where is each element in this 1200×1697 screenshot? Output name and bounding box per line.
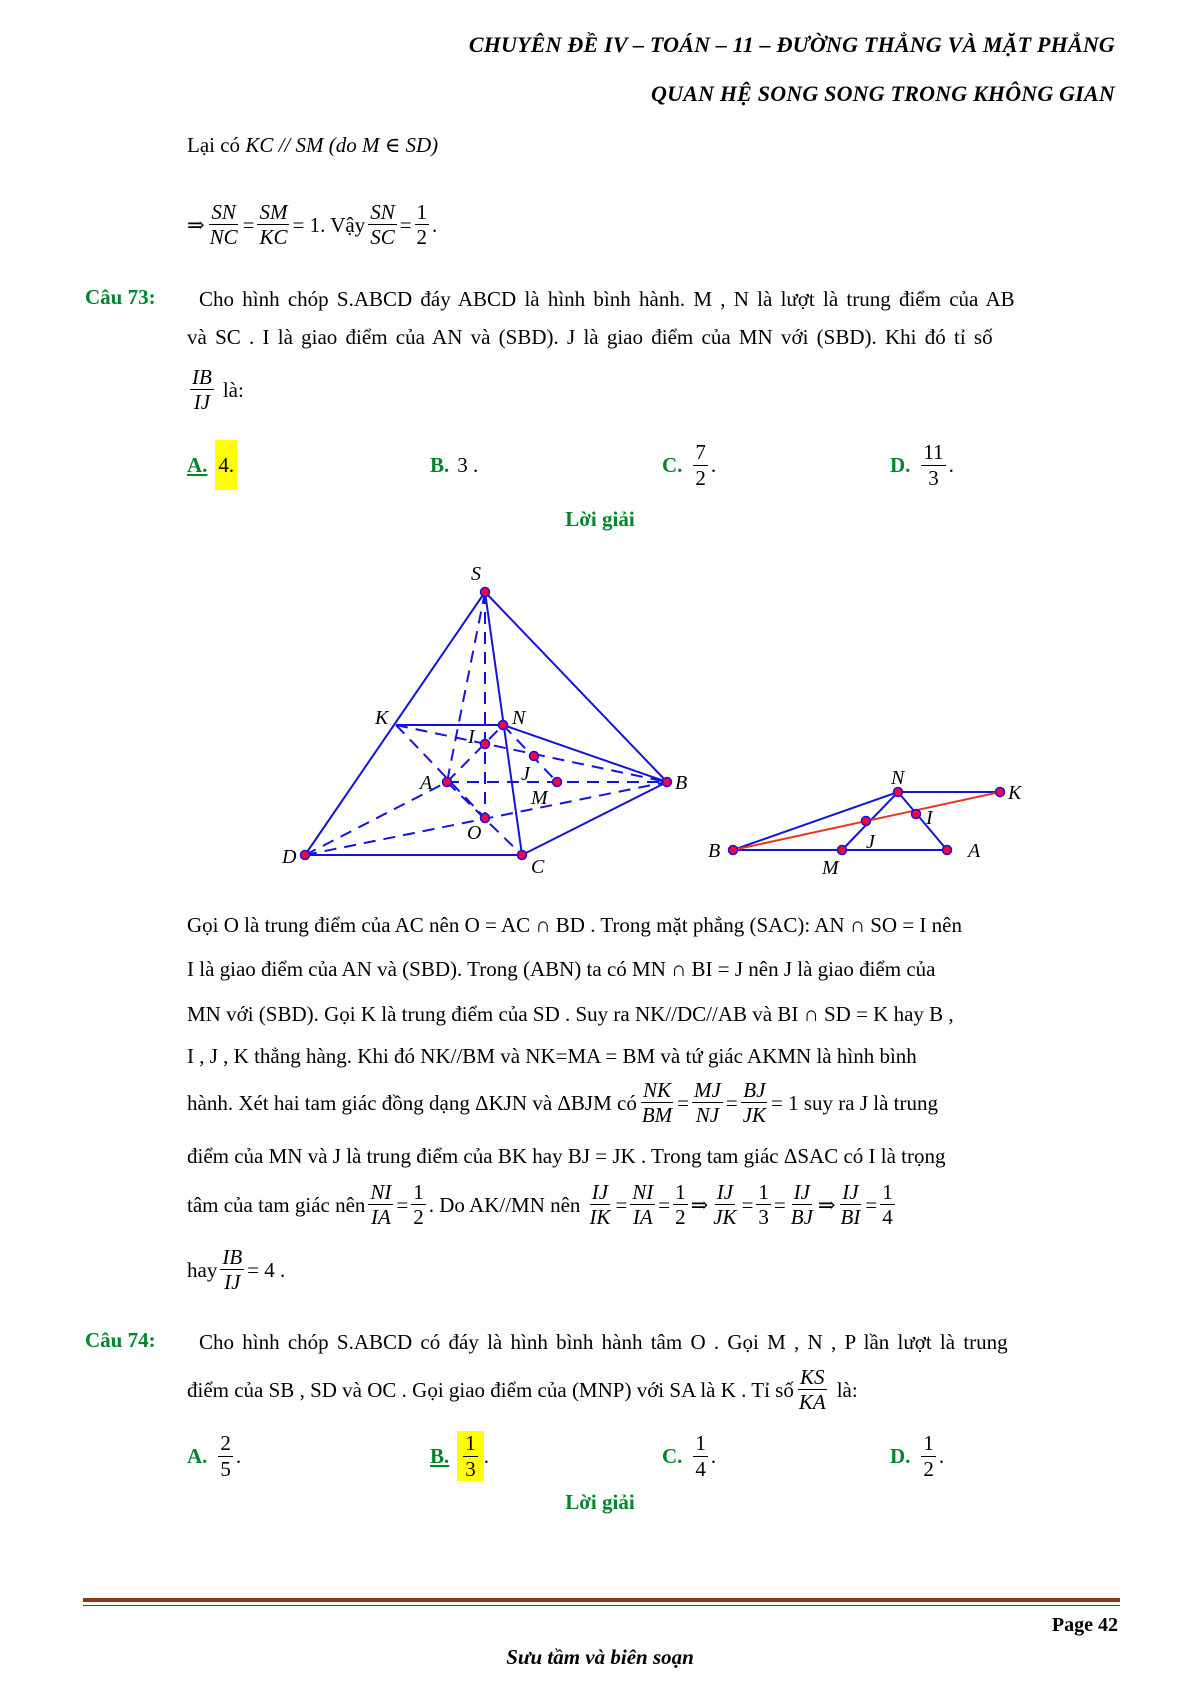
label-I: I	[468, 726, 475, 748]
fraction: $\frac{1}{2}$	[675, 1180, 686, 1230]
option-a-label: A.	[187, 1443, 208, 1468]
option-a-74[interactable]: A. $\frac{2}{5}$ .	[187, 1431, 242, 1481]
option-d[interactable]: D. $\frac{11}{3}$ .	[890, 440, 954, 490]
solution-73-line2: I là giao điểm của AN và (SBD). Trong (ABN) ta có MN ∩ BI = J nên J là giao điểm của	[187, 957, 936, 981]
fraction: $\frac{1}{2}$	[413, 1180, 424, 1230]
label-J: J	[521, 763, 530, 785]
question-73-label: Câu 73:	[85, 285, 156, 309]
segment-NA	[898, 792, 947, 850]
prev-line1-math: KC // SM (do M ∈ SD)	[245, 133, 439, 157]
fraction: $\frac{NI}{IA}$	[370, 1180, 392, 1230]
fraction: $\frac{MJ}{NJ}$	[694, 1078, 721, 1128]
label-K: K	[1008, 782, 1022, 804]
prev-line1	[187, 130, 438, 160]
point-A	[943, 846, 952, 855]
plane-abn-figure	[0, 760, 1200, 880]
label-D: D	[282, 846, 297, 868]
option-a[interactable]	[187, 440, 237, 490]
option-c-label: C.	[662, 1443, 683, 1468]
label-B: B	[708, 840, 721, 862]
option-c-74[interactable]: C. $\frac{1}{4}$ .	[662, 1431, 717, 1481]
fraction: $\frac{IB}{IJ}$	[222, 1245, 243, 1295]
label-M: M	[822, 857, 839, 879]
label-N: N	[512, 707, 526, 729]
label-M: M	[531, 787, 548, 809]
fraction: $\frac{KS}{KA}$	[798, 1365, 826, 1415]
edge-SB	[485, 592, 667, 782]
point-B	[729, 846, 738, 855]
header-title-line2: QUAN HỆ SONG SONG TRONG KHÔNG GIAN	[651, 81, 1115, 106]
solution-73-line7: tâm của tam giác nên $\frac{NI}{IA}$ = $\frac{1}{2}$ . Do AK//MN nên $\frac{IJ}{IK}$ = $\frac{NI}{IA}$ = $\frac{1}{2}$ ⇒ $\frac{IJ}{JK}$ = $\frac{1}{3}$ = $\frac{IJ}{BJ}$ ⇒ $\frac{IJ}{BI}$ = $\frac{1}{4}$	[187, 1180, 893, 1230]
question-73-text-line2: và SC . I là giao điểm của AN và (SBD). J là giao điểm của MN với (SBD). Khi đó tỉ số	[187, 325, 993, 349]
fraction: $\frac{11}{3}$	[923, 440, 944, 490]
fraction: $\frac{1}{2}$	[416, 200, 428, 250]
question-73-text-line3: $\frac{IB}{IJ}$ là:	[192, 365, 244, 415]
fraction: $\frac{IJ}{BJ}$	[790, 1180, 813, 1230]
fraction: $\frac{SM}{KC}$	[259, 200, 288, 250]
option-b-label: B.	[430, 452, 450, 477]
fraction: $\frac{SN}{NC}$	[209, 200, 238, 250]
fraction: $\frac{IJ}{IK}$	[589, 1180, 611, 1230]
point-M	[838, 846, 847, 855]
prev-line2: ⇒ $\frac{SN}{NC}$ = $\frac{SM}{KC}$ = 1. Vậy $\frac{SN}{SC}$ = $\frac{1}{2}$ .	[187, 200, 438, 250]
label-O: O	[467, 822, 482, 844]
fraction: $\frac{1}{2}$	[923, 1431, 934, 1481]
solution-73-line6: điểm của MN và J là trung điểm của BK hay BJ = JK . Trong tam giác ΔSAC có I là trọng	[187, 1144, 946, 1168]
option-c-label: C.	[662, 452, 683, 477]
label-C: C	[531, 856, 545, 878]
footer-rule-thick	[83, 1598, 1120, 1602]
label-S: S	[471, 563, 481, 585]
point-N	[499, 721, 508, 730]
point-K	[996, 788, 1005, 797]
implies-symbol: ⇒	[187, 212, 205, 237]
label-J: J	[866, 831, 875, 853]
fraction: $\frac{1}{4}$	[695, 1431, 706, 1481]
footer-credit: Sưu tầm và biên soạn	[506, 1645, 694, 1669]
prev-line2-text: = 1. Vậy	[292, 212, 366, 237]
prev-line1-text: Lại có	[187, 133, 241, 157]
question-74-text-line1: Cho hình chóp S.ABCD có đáy là hình bình hành tâm O . Gọi M , N , P lần lượt là trung	[199, 1330, 1008, 1354]
fraction: $\frac{IB}{IJ}$	[192, 365, 212, 415]
fraction: $\frac{1}{4}$	[882, 1180, 893, 1230]
label-A: A	[420, 772, 433, 794]
answer-highlight: 4.	[215, 440, 237, 490]
solution-73-line5: hành. Xét hai tam giác đồng dạng ΔKJN và ΔBJM có $\frac{NK}{BM}$ = $\frac{MJ}{NJ}$ = $\frac{BJ}{JK}$ = 1 suy ra J là trung	[187, 1078, 939, 1128]
solution-73-line3: MN với (SBD). Gọi K là trung điểm của SD . Suy ra NK//DC//AB và BI ∩ SD = K hay B ,	[187, 1002, 954, 1026]
point-I	[481, 740, 490, 749]
footer-rule-thin	[83, 1605, 1120, 1606]
solution-73-line4: I , J , K thẳng hàng. Khi đó NK//BM và NK=MA = BM và tứ giác AKMN là hình bình	[187, 1044, 917, 1068]
option-d-74[interactable]: D. $\frac{1}{2}$ .	[890, 1431, 945, 1481]
label-K: K	[375, 707, 389, 729]
fraction: $\frac{IJ}{JK}$	[713, 1180, 737, 1230]
option-d-label: D.	[890, 1443, 911, 1468]
label-N: N	[891, 767, 905, 789]
fraction: $\frac{7}{2}$	[695, 440, 706, 490]
fraction: $\frac{NK}{BM}$	[641, 1078, 673, 1128]
fraction: $\frac{SN}{SC}$	[370, 200, 395, 250]
fraction: $\frac{NI}{IA}$	[632, 1180, 654, 1230]
solution-title-73: Lời giải	[565, 507, 635, 531]
solution-title-74: Lời giải	[565, 1490, 635, 1514]
answer-highlight	[457, 1431, 484, 1480]
option-d-label: D.	[890, 452, 911, 477]
page-number: Page 42	[1051, 1614, 1118, 1636]
option-b-label: B.	[430, 1443, 450, 1468]
point-J	[862, 817, 871, 826]
fraction: $\frac{1}{3}$	[758, 1180, 769, 1230]
header-title-line1: CHUYÊN ĐỀ IV – TOÁN – 11 – ĐƯỜNG THẲNG VÀ MẶT PHẲNG	[468, 32, 1115, 57]
question-74-label: Câu 74:	[85, 1328, 156, 1352]
label-I: I	[926, 807, 933, 829]
fraction: $\frac{1}{3}$	[465, 1431, 476, 1481]
point-S	[481, 588, 490, 597]
point-I	[912, 810, 921, 819]
solution-73-line1: Gọi O là trung điểm của AC nên O = AC ∩ BD . Trong mặt phẳng (SAC): AN ∩ SO = I nên	[187, 913, 963, 937]
label-B: B	[675, 772, 688, 794]
option-b[interactable]: B. 3 .	[430, 452, 479, 477]
question-74-text-line2: điểm của SB , SD và OC . Gọi giao điểm của (MNP) với SA là K . Tỉ số $\frac{KS}{KA}$ là:	[187, 1365, 858, 1415]
option-b-74[interactable]: B. $\frac{1}{3}$ .	[430, 1431, 490, 1481]
option-c[interactable]: C. $\frac{7}{2}$ .	[662, 440, 717, 490]
question-73-text-line1: Cho hình chóp S.ABCD đáy ABCD là hình bình hành. M , N là lượt là trung điểm của AB	[199, 287, 1015, 311]
fraction: $\frac{2}{5}$	[220, 1431, 231, 1481]
fraction: $\frac{IJ}{BI}$	[840, 1180, 861, 1230]
label-A: A	[968, 840, 981, 862]
fraction: $\frac{BJ}{JK}$	[742, 1078, 767, 1128]
option-a-label: A.	[187, 452, 208, 477]
solution-73-line8: hay $\frac{IB}{IJ}$ = 4 .	[187, 1245, 286, 1295]
